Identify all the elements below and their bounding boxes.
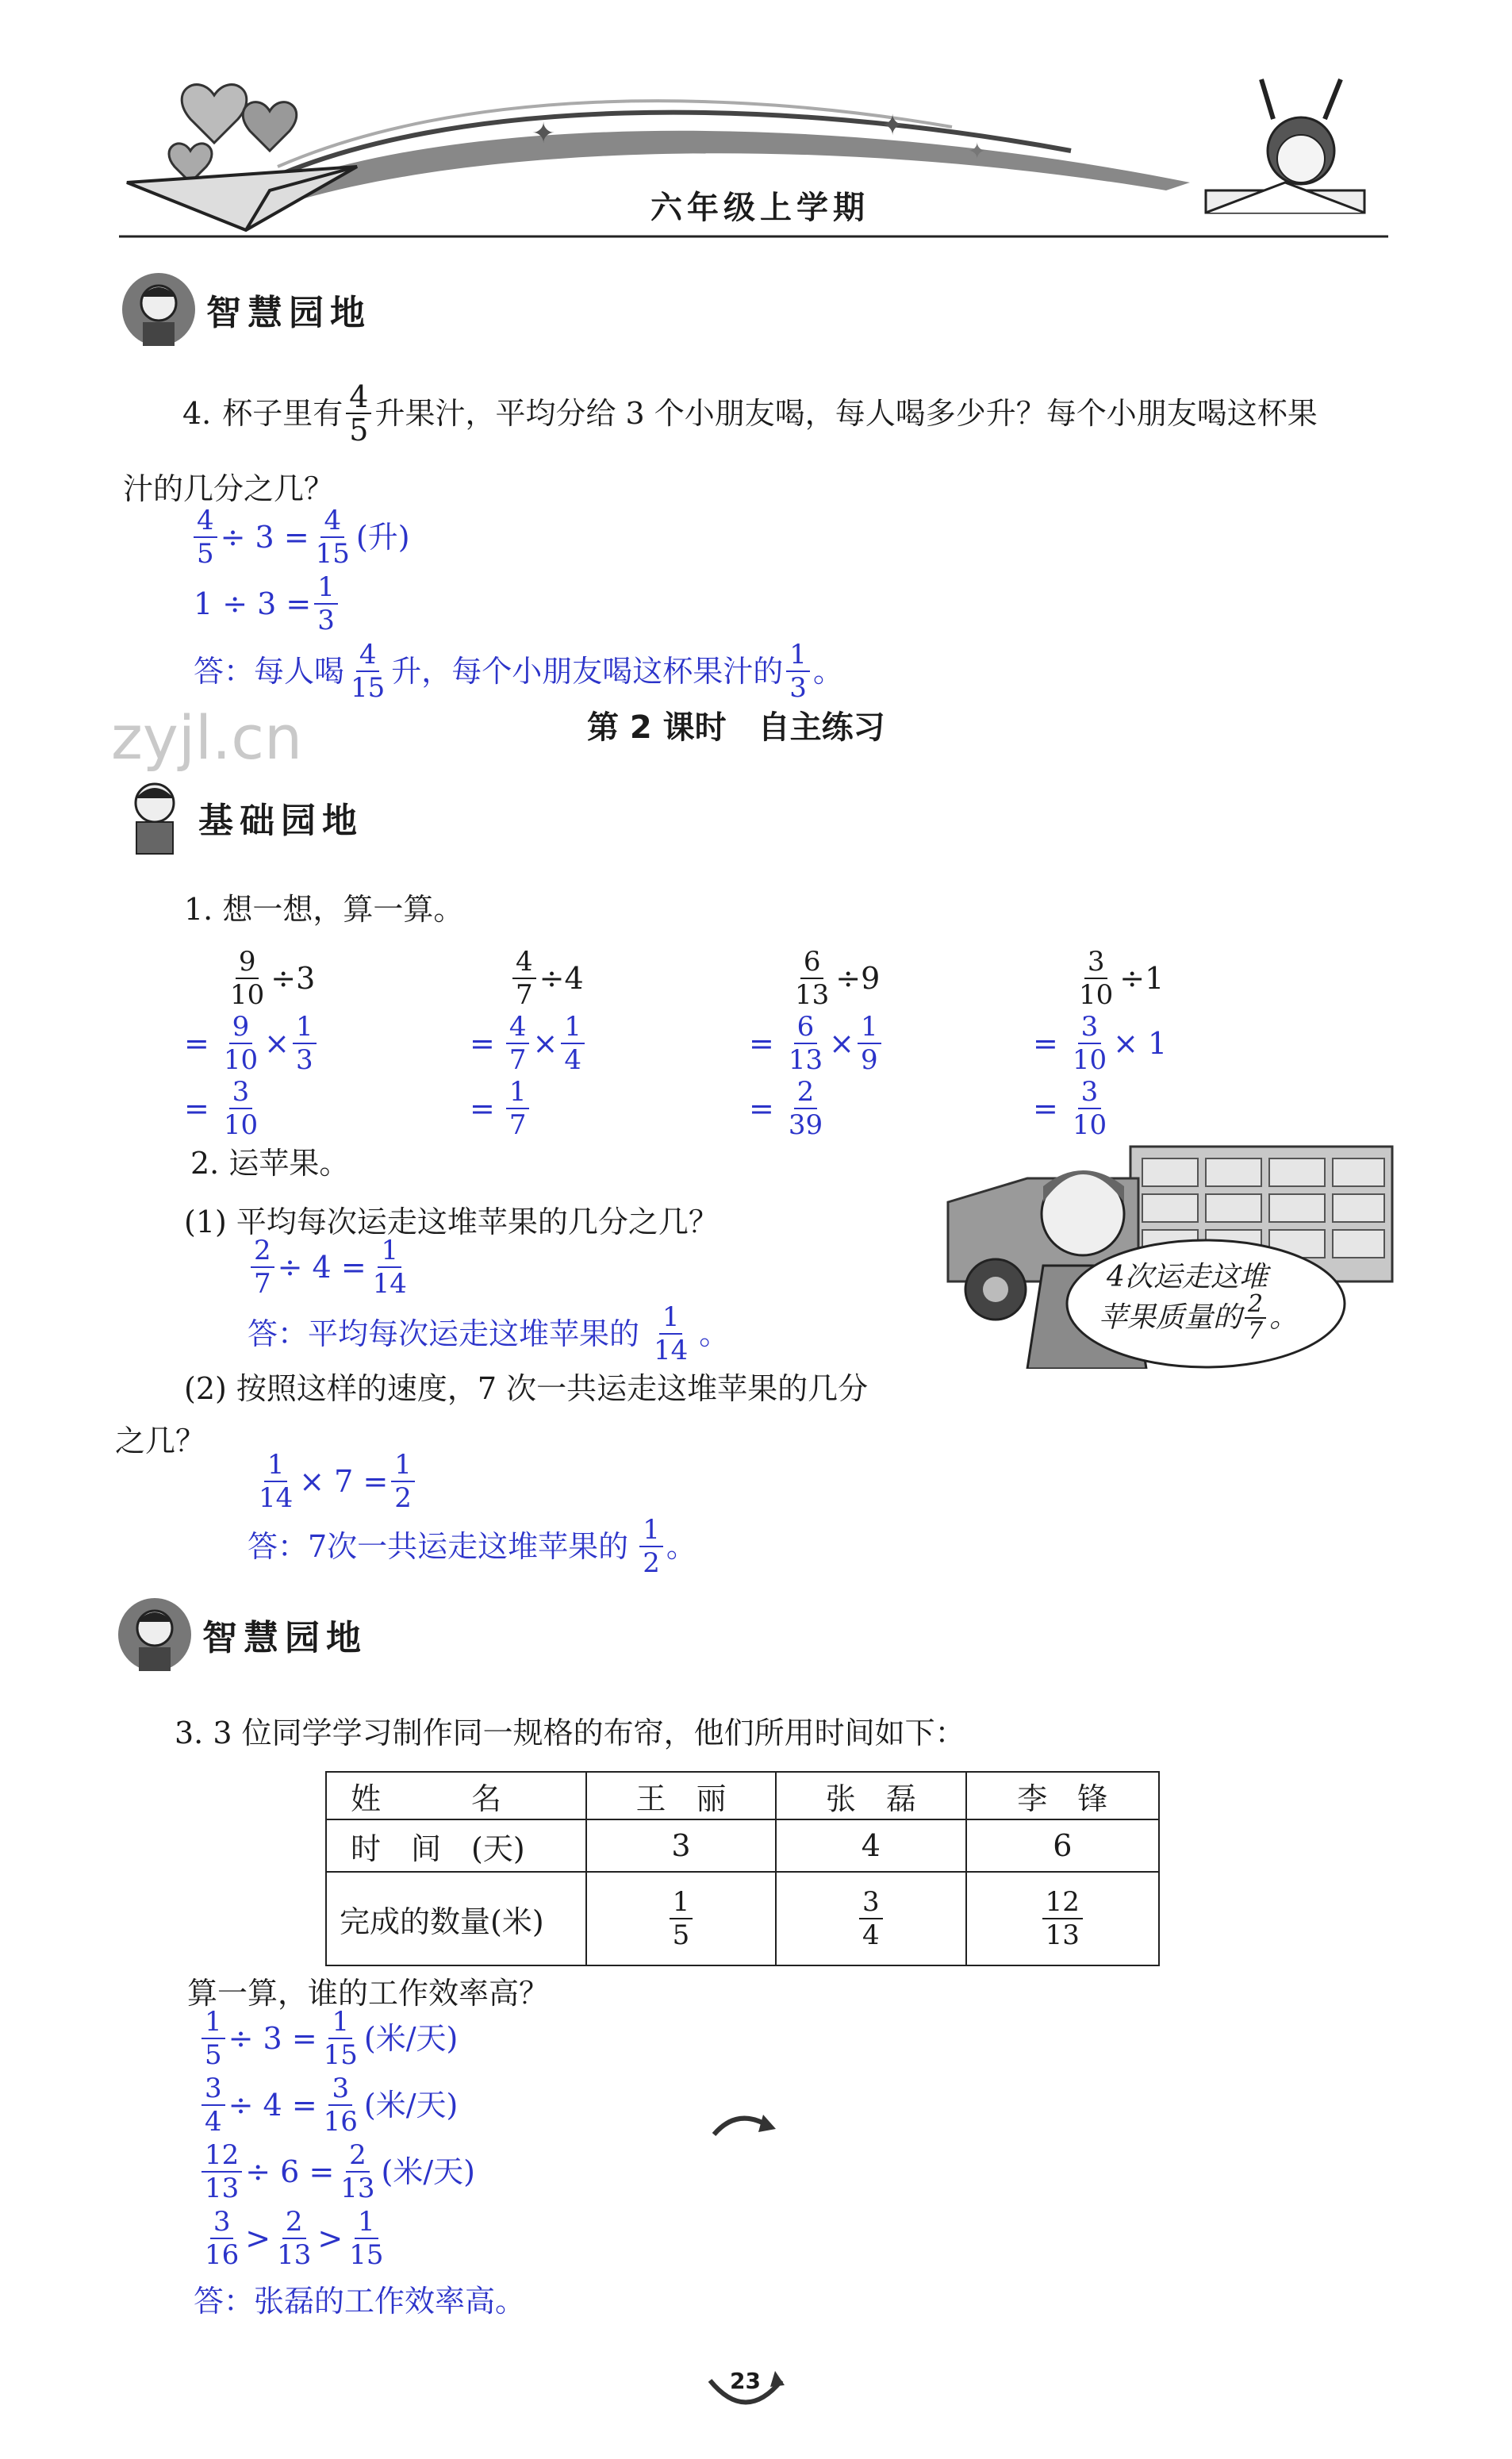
svg-text:✦: ✦ — [968, 138, 987, 164]
table-row — [326, 1872, 1159, 1965]
q1-col-1: $\frac{9}{10}$ ÷3 = $\frac{9}{10}$ × $\frac{1}{3}$ = $\frac{3}{10}$ — [184, 946, 316, 1141]
row-header-amount: 完成的数量(米) — [326, 1872, 586, 1965]
cell-days-2: 4 — [776, 1819, 965, 1872]
cell-days-1: 3 — [586, 1819, 776, 1872]
q3-calc-1: $\frac{1}{5}$ ÷ 3 = $\frac{1}{15}$ (米/天) — [198, 2006, 458, 2071]
q3-compare: $\frac{3}{16}$ > $\frac{2}{13}$ > $\frac{1}{15}$ — [205, 2206, 384, 2271]
q3-calc-3: $\frac{12}{13}$ ÷ 6 = $\frac{2}{13}$ (米/天) — [198, 2139, 475, 2204]
watermark: zyjl.cn — [111, 702, 303, 773]
q3-calc-2: $\frac{3}{4}$ ÷ 4 = $\frac{3}{16}$ (米/天) — [198, 2073, 458, 2138]
q4-calc-1: $\frac{4}{5}$ ÷ 3 = $\frac{4}{15}$ (升) — [190, 505, 410, 570]
bubble-line2: 苹果质量的 $\frac{2}{7}$ 。 — [1099, 1290, 1299, 1345]
wisdom-label-2: 智慧园地 — [202, 1618, 367, 1658]
q1-title: 1. 想一想，算一算。 — [184, 892, 464, 927]
q2-part2-line1: (2) 按照这样的速度，7 次一共运走这堆苹果的几分 — [184, 1371, 869, 1406]
q2-part2-line2: 之几？ — [115, 1424, 206, 1458]
q4-answer: 答：每人喝 $\frac{4}{15}$ 升，每个小朋友喝这杯果汁的 $\frac{1}{3}$ 。 — [194, 639, 843, 704]
q3-answer: 答：张磊的工作效率高。 — [194, 2284, 526, 2319]
q4-answer-pre: 答：每人喝 — [194, 654, 345, 689]
student-avatar-icon-2 — [115, 1595, 194, 1674]
q4-answer-end: 。 — [812, 654, 843, 689]
row-header-name: 姓 名 — [326, 1772, 586, 1819]
q1-col-3: $\frac{6}{13}$ ÷9 = $\frac{6}{13}$ × $\frac{1}{9}$ = $\frac{2}{39}$ — [749, 946, 881, 1141]
q2-part1-answer: 答：平均每次运走这堆苹果的 $\frac{1}{14}$ 。 — [248, 1301, 730, 1366]
svg-text:✦: ✦ — [532, 117, 556, 150]
q4-calc-2-left: 1 ÷ 3 = — [194, 586, 312, 621]
lesson-title: 第 2 课时 自主练习 — [587, 709, 885, 746]
q4-answer-mid: 升，每个小朋友喝这杯果汁的 — [391, 654, 784, 689]
q4-calc-2: 1 ÷ 3 = $\frac{1}{3}$ — [194, 571, 341, 636]
q4-number: 4. — [182, 396, 212, 431]
header-banner — [119, 63, 1388, 246]
bubble-line1: 4次运走这堆 — [1107, 1261, 1268, 1293]
q4-calc-1-op: ÷ 3 = — [220, 520, 309, 555]
cell-name-2: 张 磊 — [776, 1772, 965, 1819]
basic-label: 基础园地 — [198, 801, 363, 841]
svg-text:✦: ✦ — [881, 110, 905, 142]
table-row — [326, 1772, 1159, 1819]
q4-line1 — [182, 381, 1318, 446]
cell-days-3: 6 — [966, 1819, 1159, 1872]
cell-amount-2: $\frac{3}{4}$ — [776, 1872, 965, 1965]
table-row — [326, 1819, 1159, 1872]
cell-amount-3: $\frac{12}{13}$ — [966, 1872, 1159, 1965]
page-number: 23 — [730, 2368, 761, 2394]
q3-question: 算一算，谁的工作效率高？ — [187, 1976, 550, 2011]
q2-part1-calc: $\frac{2}{7}$ ÷ 4 = $\frac{1}{14}$ — [248, 1235, 413, 1300]
wisdom-label-1: 智慧园地 — [206, 293, 371, 333]
q1-col-2: $\frac{4}{7}$ ÷4 = $\frac{4}{7}$ × $\frac{1}{4}$ = $\frac{1}{7}$ — [470, 946, 584, 1141]
cell-name-3: 李 锋 — [966, 1772, 1159, 1819]
wisdom-section-2 — [115, 1595, 367, 1674]
header-title: 六年级上学期 — [650, 190, 869, 226]
curl-arrow-icon — [706, 2107, 785, 2138]
student-boy-icon — [119, 778, 190, 857]
q1-col-4: $\frac{3}{10}$ ÷1 = $\frac{3}{10}$ × 1 = $\frac{3}{10}$ — [1033, 946, 1168, 1141]
q3-title: 3. 3 位同学学习制作同一规格的布帘，他们所用时间如下： — [175, 1716, 965, 1750]
q2-part1: (1) 平均每次运走这堆苹果的几分之几？ — [184, 1205, 719, 1239]
q4-text2: 升果汁，平均分给 3 个小朋友喝，每人喝多少升？每个小朋友喝这杯果 — [374, 396, 1318, 431]
q4-amount-fraction: $\frac{4}{5}$ — [346, 381, 371, 446]
page-number-badge — [702, 2365, 789, 2420]
row-header-days: 时 间 (天) — [326, 1819, 586, 1872]
cell-amount-1: $\frac{1}{5}$ — [586, 1872, 776, 1965]
wisdom-section-1 — [119, 270, 371, 349]
q4-calc-1-unit: (升) — [355, 520, 410, 555]
student-avatar-icon — [119, 270, 198, 349]
q2-part2-answer: 答：7次一共运走这堆苹果的 $\frac{1}{2}$ 。 — [248, 1514, 697, 1579]
q2-title: 2. 运苹果。 — [190, 1146, 350, 1181]
basic-section — [119, 778, 363, 857]
q3-table — [325, 1771, 1160, 1966]
q4-text1: 杯子里有 — [222, 396, 343, 431]
speech-bubble — [1063, 1236, 1349, 1371]
q2-part2-calc: $\frac{1}{14}$ × 7 = $\frac{1}{2}$ — [252, 1449, 418, 1514]
q4-line2: 汁的几分之几？ — [123, 471, 335, 506]
cell-name-1: 王 丽 — [586, 1772, 776, 1819]
